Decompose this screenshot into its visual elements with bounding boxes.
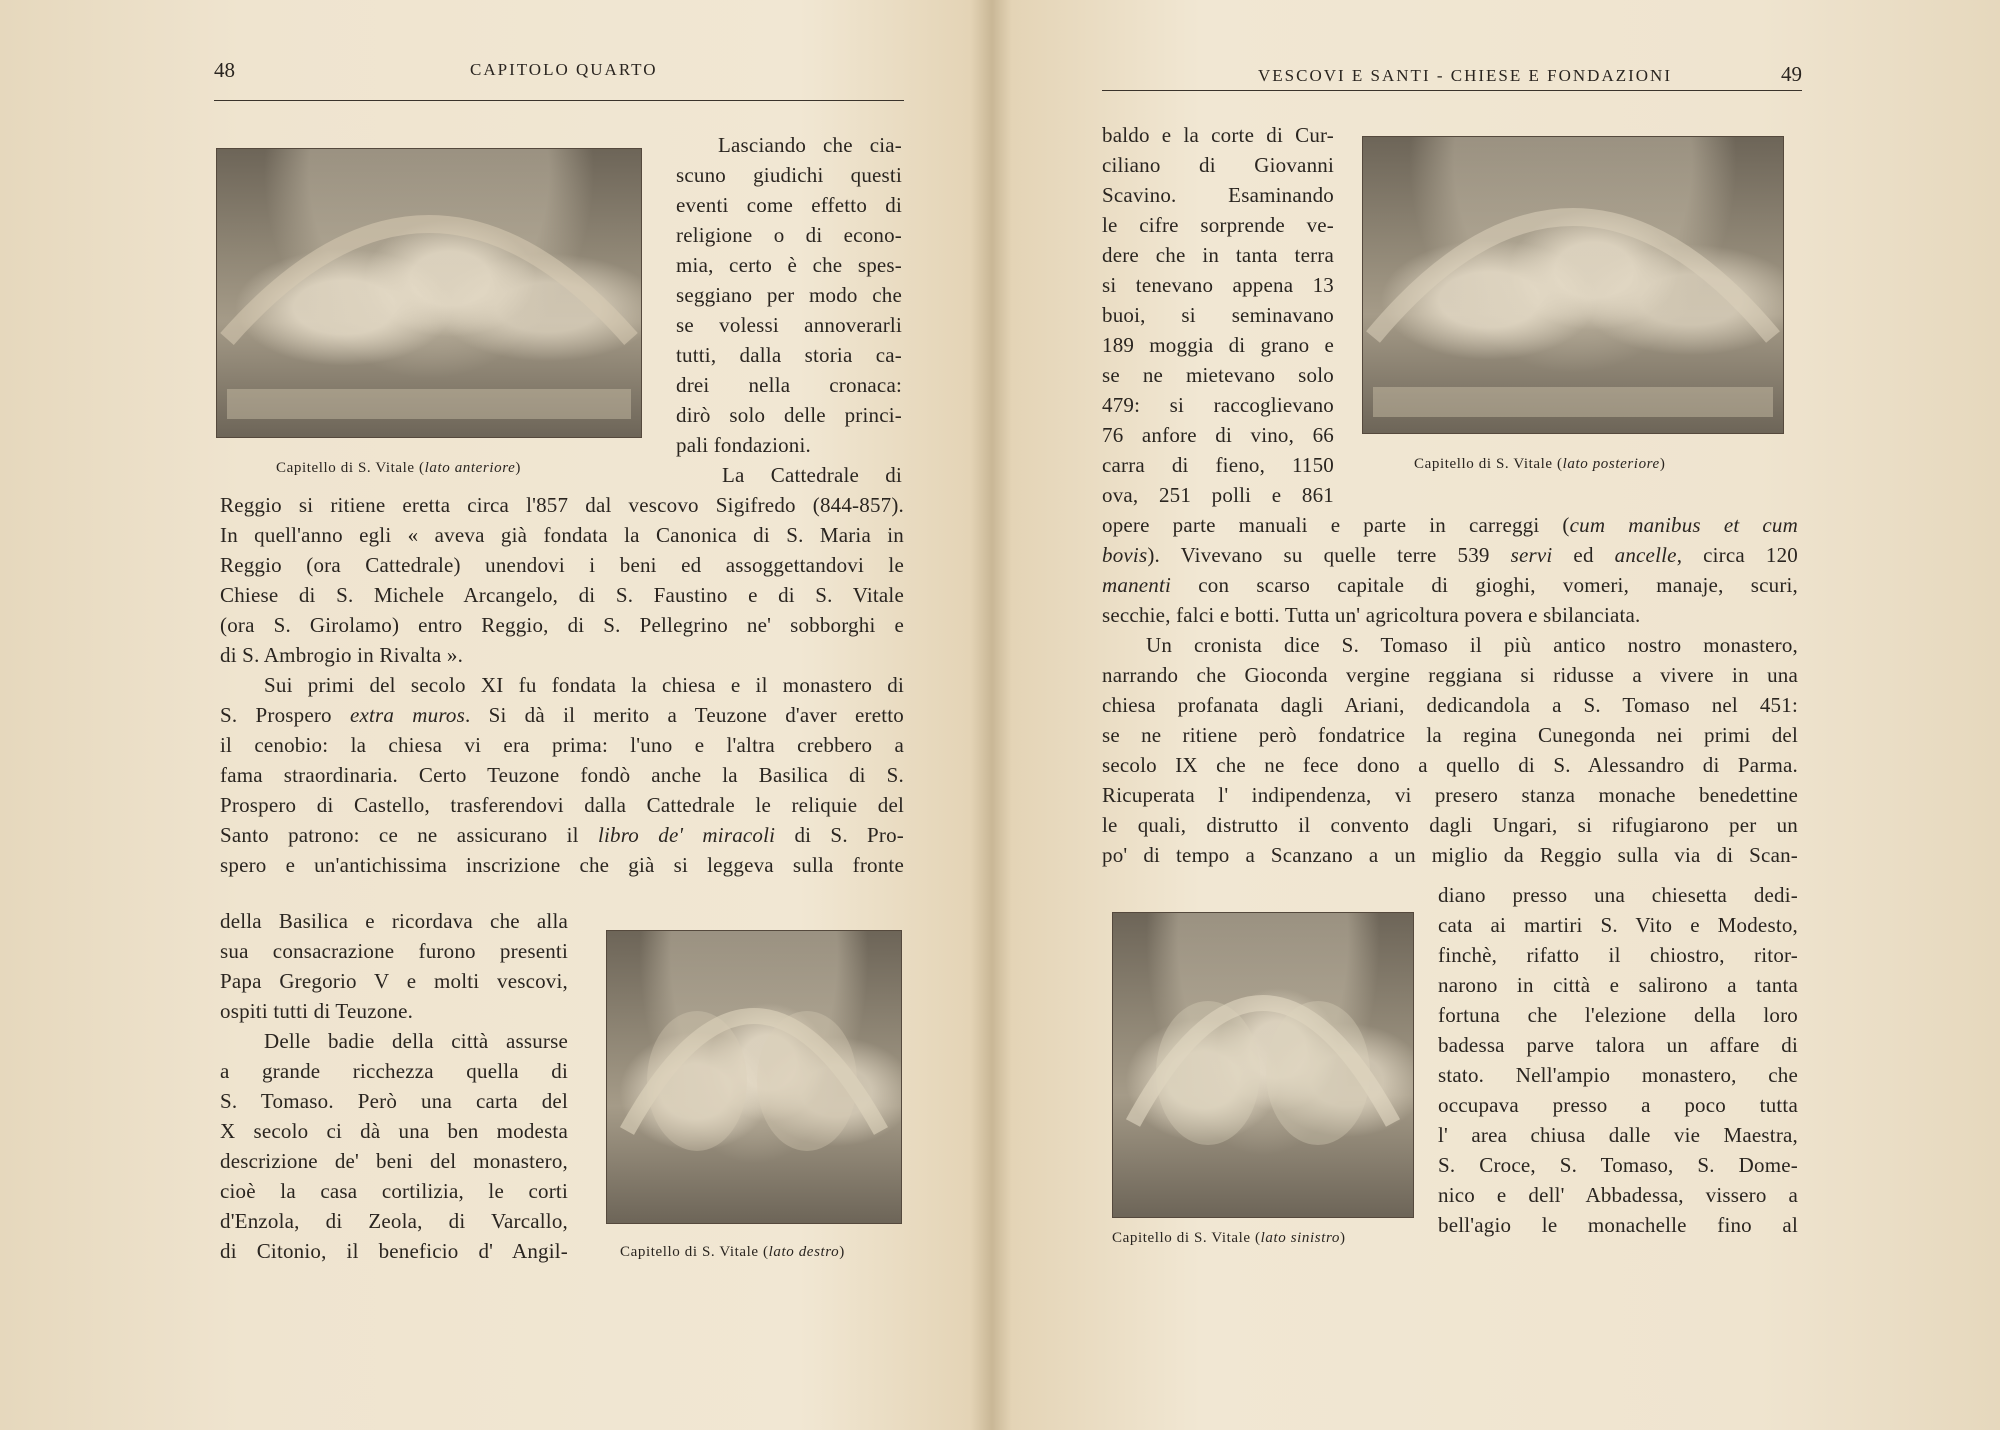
right-bottom-column: diano presso una chiesetta dedi- cata ai martiri S. Vito e Modesto, finchè, rifatto il chiostro, ritor- narono in città e salirono a tanta fortuna che l'elezione della loro badessa parve talora un affare di stato. Nell'ampio monastero, che occupava presso a poco tutta l' area chiusa dalle vie Maestra, S. Croce, S. Tomaso, S. Dome- nico e dell' Abbadessa, vissero a bell'agio le monachelle fino al	[1438, 883, 1798, 1237]
right-top-column: baldo e la corte di Cur- ciliano di Giovanni Scavino. Esaminando le cifre sorprende ve- dere che in tanta terra si tenevano appena 13 buoi, si seminavano 189 moggia di grano e se ne mietevano solo 479: si raccoglievano 76 anfore di vino, 66 carra di fieno, 1150 ova, 251 polli e 861	[1102, 123, 1334, 507]
carved-capital-figure-image	[1113, 913, 1413, 1217]
figure-capital-right-side	[606, 930, 902, 1224]
line-manenti: manenti con scarso capitale di gioghi, vomeri, manaje, scuri,	[1102, 573, 1798, 597]
right-page-number: 49	[1781, 62, 1802, 86]
figure-caption: Capitello di S. Vitale (lato posteriore)	[1414, 456, 1666, 472]
right-header	[1102, 58, 1802, 88]
line-extra-muros: S. Prospero extra muros. Si dà il merito a Teuzone d'aver eretto	[220, 703, 904, 727]
line-libro-miracoli: Santo patrono: ce ne assicurano il libro de' miracoli di S. Pro-	[220, 823, 904, 847]
figure-capital-left-side	[1112, 912, 1414, 1218]
right-header-rule	[1102, 90, 1802, 91]
left-header	[214, 58, 904, 88]
left-header-rule	[214, 100, 904, 101]
left-full-paragraph: Reggio si ritiene eretta circa l'857 dal vescovo Sigifredo (844-857). In quell'anno egli « aveva già fondata la Canonica di S. Maria in Reggio (ora Cattedrale) unendovi i beni ed assoggettandovi le Chiese di S. Michele Arcangelo, di S. Faustino e di S. Vitale (ora S. Girolamo) entro Reggio, di S. Pellegrino ne' sobborghi e di S. Ambrogio in Rivalta ». Sui primi del secolo XI fu fondata la chiesa e il monastero di S. Prospero extra muros. Si dà il merito a Teuzone d'aver eretto il cenobio: la chiesa vi era prima: l'uno e l'altra crebbero a fama straordinaria. Certo Teuzone fondò anche la Basilica di S. Prospero di Castello, trasferendovi dalla Cattedrale le reliquie del Santo patrono: ce ne assicurano il libro de' miracoli di S. Pro- spero e un'antichissima inscrizione che già si leggeva sulla fronte	[220, 493, 904, 877]
figure-caption: Capitello di S. Vitale (lato anteriore)	[276, 460, 521, 476]
left-page-number: 48	[214, 58, 235, 82]
right-full-paragraph: opere parte manuali e parte in carreggi (cum manibus et cum bovis). Vivevano su quelle terre 539 servi ed ancelle, circa 120 manenti con scarso capitale di gioghi, vomeri, manaje, scuri, secchie, falci e botti. Tutta un' agricoltura povera e sbilanciata. Un cronista dice S. Tomaso il più antico nostro monastero, narrando che Gioconda vergine reggiana si ridusse a vivere in una chiesa profanata dagli Ariani, dedicandola a S. Tomaso nel 451: se ne ritiene però fondatrice la regina Cunegonda nei primi del secolo IX che ne fece dono a quello di S. Alessandro di Parma. Ricuperata l' indipendenza, vi presero stanza monache benedettine le quali, distrutto il convento dagli Ungari, si rifugiarono per un po' di tempo a Scanzano a un miglio da Reggio sulla via di Scan-	[1102, 510, 1798, 870]
left-bottom-column: della Basilica e ricordava che alla sua consacrazione furono presenti Papa Gregorio V e molti vescovi, ospiti tutti di Teuzone. Delle badie della città assurse a grande ricchezza quella di S. Tomaso. Però una carta del X secolo ci dà una ben modesta descrizione de' beni del monastero, cioè la casa cortilizia, le corti d'Enzola, di Zeola, di Varcallo, di Citonio, il beneficio d' Angil-	[220, 909, 568, 1263]
figure-caption: Capitello di S. Vitale (lato sinistro)	[1112, 1230, 1346, 1246]
left-running-head: CAPITOLO QUARTO	[470, 60, 658, 79]
right-running-head: VESCOVI E SANTI - CHIESE E FONDAZIONI	[1258, 66, 1672, 85]
figure-caption: Capitello di S. Vitale (lato destro)	[620, 1244, 845, 1260]
left-page	[0, 0, 990, 1430]
line-servi-ancelle: bovis). Vivevano su quelle terre 539 servi ed ancelle, circa 120	[1102, 543, 1798, 567]
figure-capital-back	[1362, 136, 1784, 434]
left-top-column: Lasciando che cia- scuno giudichi questi eventi come effetto di religione o di econo- mia, certo è che spes- seggiano per modo che se volessi annoverarli tutti, dalla storia ca- drei nella cronaca: dirò solo delle princi- pali fondazioni. La Cattedrale di	[676, 133, 902, 487]
carved-capital-figure-image	[607, 931, 901, 1223]
carved-capital-figure-image	[1363, 137, 1783, 433]
carved-capital-figure-image	[217, 149, 641, 437]
line-cum-manibus: opere parte manuali e parte in carreggi (cum manibus et cum	[1102, 513, 1798, 537]
figure-capital-front	[216, 148, 642, 438]
right-page	[1010, 0, 2000, 1430]
